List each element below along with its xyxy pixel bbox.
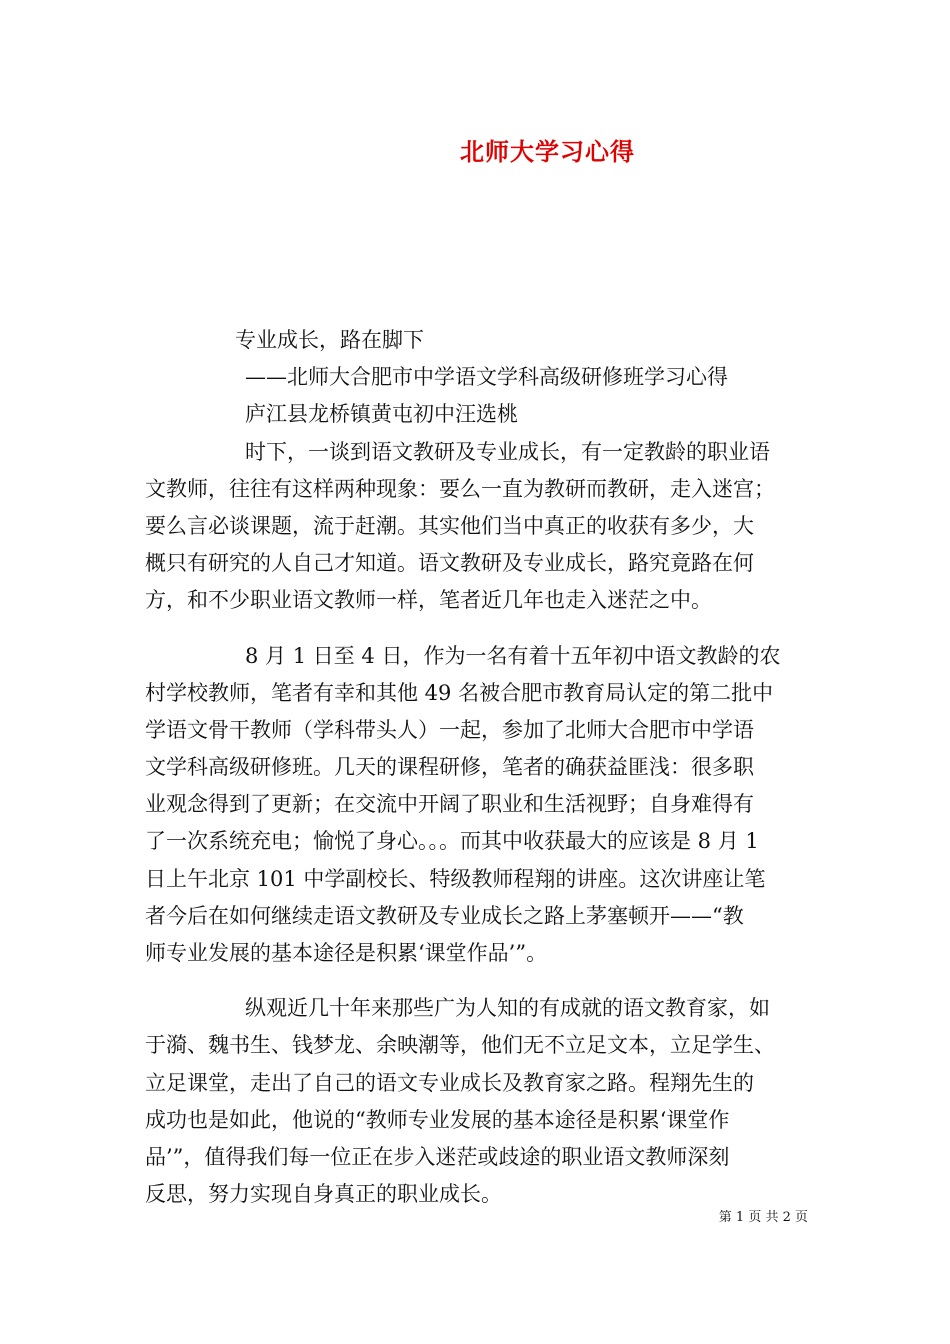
paragraph-gap — [145, 620, 810, 638]
text-line: 村学校教师，笔者有幸和其他 49 名被合肥市教育局认定的第二批中 — [145, 680, 774, 705]
text-line: 品’”，值得我们每一位正在步入迷茫或歧途的职业语文教师深刻 — [145, 1144, 730, 1169]
text-line: 方，和不少职业语文教师一样，笔者近几年也走入迷茫之中。 — [145, 588, 712, 613]
text-line: 反思，努力实现自身真正的职业成长。 — [145, 1182, 502, 1207]
text-line: 纵观近几十年来那些广为人知的有成就的语文教育家，如 — [245, 996, 770, 1021]
text-line: 文教师，往往有这样两种现象：要么一直为教研而教研，走入迷宫； — [145, 476, 775, 501]
text-line: 时下，一谈到语文教研及专业成长，有一定教龄的职业语 — [245, 439, 770, 464]
document-title: 北师大学习心得 — [460, 138, 635, 166]
text-line: ——北师大合肥市中学语文学科高级研修班学习心得 — [245, 365, 728, 390]
text-line: 立足课堂，走出了自己的语文专业成长及教育家之路。程翔先生的 — [145, 1070, 754, 1095]
text-line: 业观念得到了更新；在交流中开阔了职业和生活视野；自身难得有 — [145, 792, 754, 817]
text-line: 要么言必谈课题，流于赶潮。其实他们当中真正的收获有多少，大 — [145, 513, 754, 538]
text-line: 成功也是如此，他说的“教师专业发展的基本途径是积累‘课堂作 — [145, 1107, 730, 1132]
text-line: 于漪、魏书生、钱梦龙、余映潮等，他们无不立足文本，立足学生、 — [145, 1033, 775, 1058]
text-line: 文学科高级研修班。几天的课程研修，笔者的确获益匪浅：很多职 — [145, 755, 754, 780]
text-line: 学语文骨干教师（学科带头人）一起，参加了北师大合肥市中学语 — [145, 717, 754, 742]
text-line: 日上午北京 101 中学副校长、特级教师程翔的讲座。这次讲座让笔 — [145, 866, 766, 891]
document-body — [145, 322, 810, 1213]
text-line: 师专业发展的基本途径是积累‘课堂作品’”。 — [145, 941, 548, 965]
text-line: 概只有研究的人自己才知道。语文教研及专业成长，路究竟路在何 — [145, 551, 754, 576]
text-line: 8 月 1 日至 4 日，作为一名有着十五年初中语文教龄的农 — [245, 643, 781, 668]
text-line: 了一次系统充电；愉悦了身心。。。而其中收获最大的应该是 8 月 1 — [145, 829, 759, 854]
text-line: 专业成长，路在脚下 — [235, 328, 424, 352]
text-line: 者今后在如何继续走语文教研及专业成长之路上茅塞顿开——“教 — [145, 903, 744, 928]
paragraph-gap — [145, 972, 810, 990]
text-line: 庐江县龙桥镇黄屯初中汪选桃 — [245, 402, 518, 427]
page-footer: 第 1 页 共 2 页 — [718, 1210, 808, 1225]
